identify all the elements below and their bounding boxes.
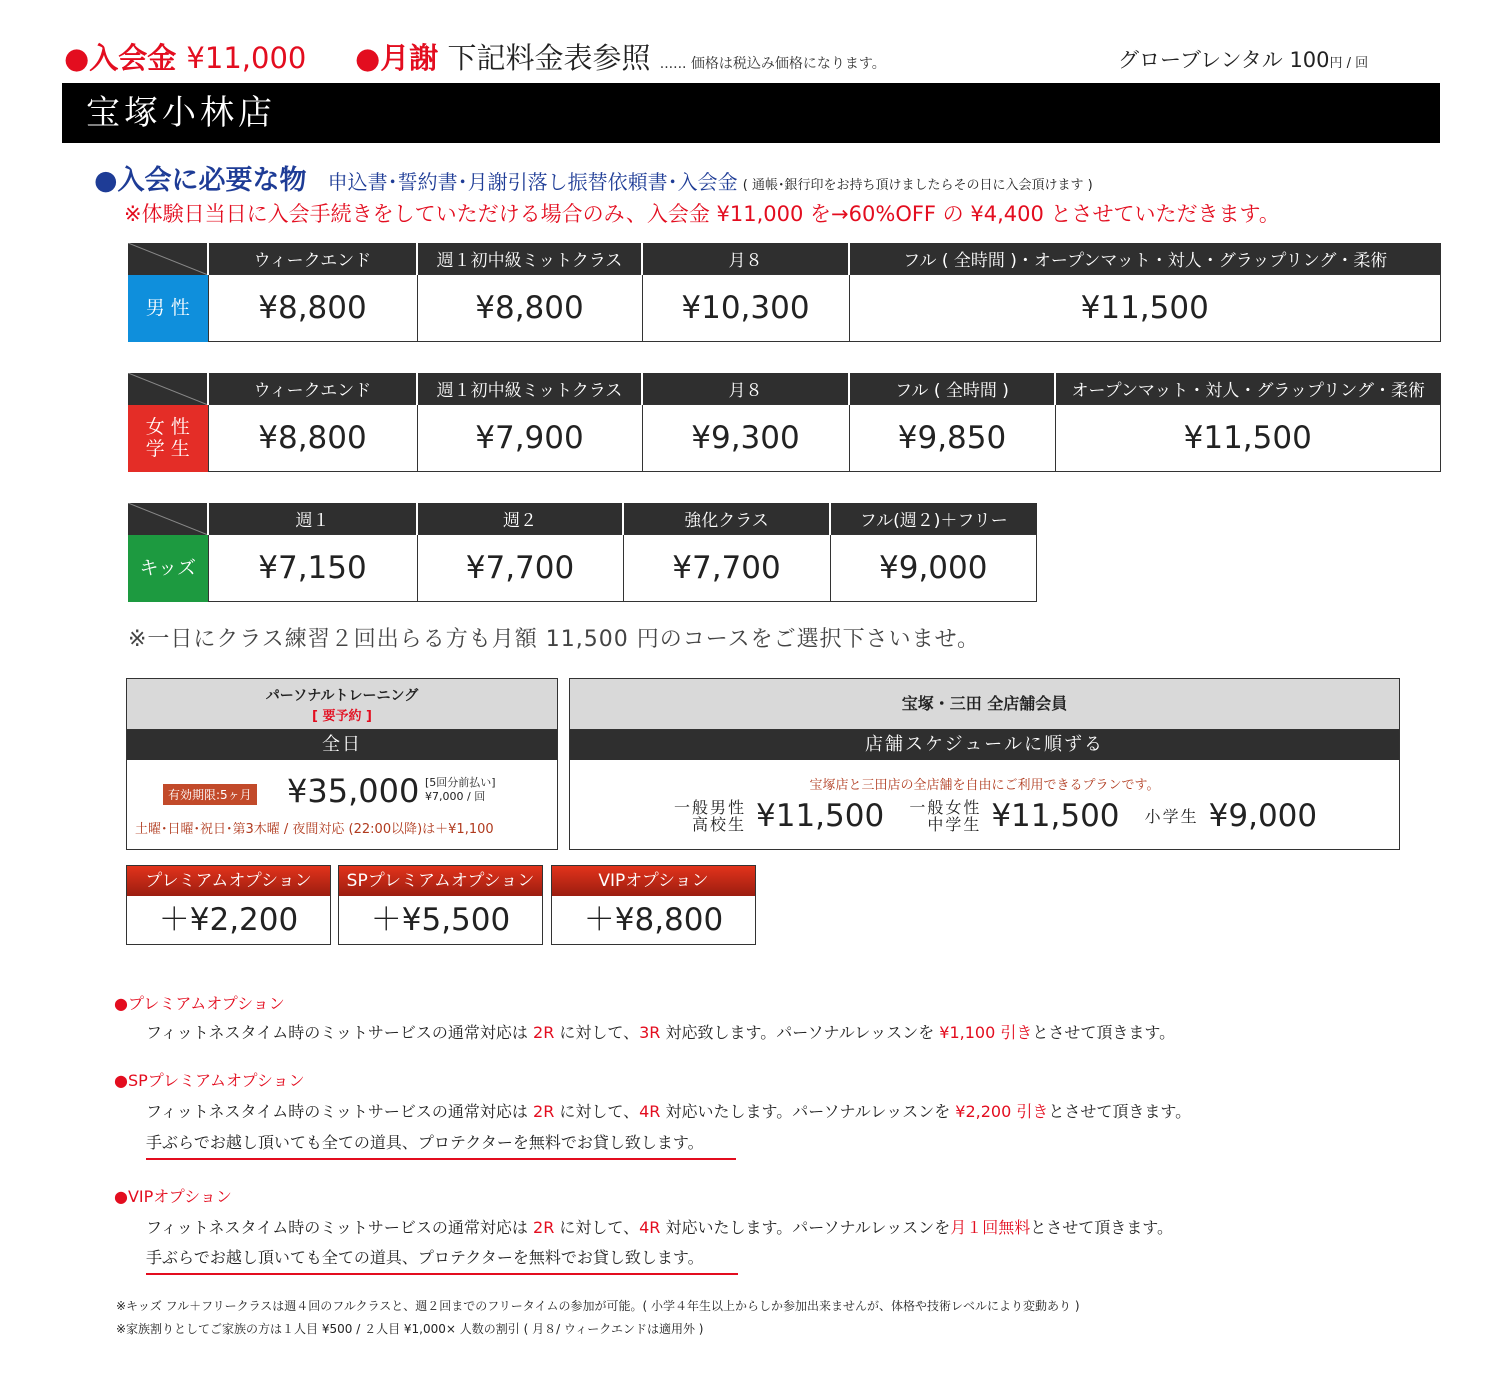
category-female-student [128, 405, 208, 472]
class-elementary: 小学生 [1144, 806, 1199, 826]
option-vip-name: VIPオプション [552, 866, 755, 896]
store-name-bar: 宝塚小林店 [62, 83, 1440, 143]
requirements-note: ( 通帳･銀行印をお持ち頂けましたらその日に入会頂けます ) [742, 178, 1093, 193]
kids-price-3: ¥9,000 [830, 535, 1037, 602]
price-general-male: ¥11,500 [756, 798, 885, 834]
per-session-price: ¥7,000 / 回 [425, 790, 486, 803]
female-header-4: オープンマット・対人・グラップリング・柔術 [1055, 373, 1441, 405]
sp-premium-detail-text: フィットネスタイム時のミットサービスの通常対応は 2R に対して、4R 対応いたします。パーソナルレッスンを ¥2,200 引きとさせて頂きます。 [146, 1102, 1192, 1121]
footnote-family: ※家族割りとしてご家族の方は１人目 ¥500 / ２人目 ¥1,000× 人数の割引 ( 月８/ ウィークエンドは適用外 ) [116, 1322, 704, 1336]
female-price-2: ¥9,300 [642, 405, 849, 472]
monthly-fee-note: ...... 価格は税込み価格になります。 [659, 56, 886, 72]
male-price-3: ¥11,500 [849, 275, 1441, 342]
option-sp-premium-price: ＋¥5,500 [370, 902, 511, 938]
personal-training-header [127, 679, 557, 730]
footnote-kids: ※キッズ フル＋フリークラスは週４回のフルクラスと、週２回までのフリータイムの参加が可能。( 小学４年生以上からしか参加出来ませんが、体格や技術レベルにより変動あり ) [116, 1299, 1080, 1313]
personal-training-body [127, 760, 557, 850]
category-kids: キッズ [128, 535, 208, 602]
all-store-schedule: 店舗スケジュールに順ずる [570, 730, 1399, 760]
male-price-table [128, 243, 1441, 342]
option-sp-premium [338, 865, 543, 945]
kids-price-0: ¥7,150 [208, 535, 417, 602]
personal-training-reserve: [ 要予約 ] [312, 709, 372, 724]
validity-badge: 有効期限:5ヶ月 [163, 784, 257, 805]
price-elementary: ¥9,000 [1208, 798, 1318, 834]
premium-detail-title: ●プレミアムオプション [114, 994, 285, 1013]
sp-premium-free-gear-note: 手ぶらでお越し頂いても全ての道具、プロテクターを無料でお貸し致します。 [146, 1130, 736, 1160]
male-header-0: ウィークエンド [208, 243, 417, 275]
vip-detail-title: ●VIPオプション [114, 1187, 232, 1206]
kids-price-table [128, 503, 1037, 602]
male-price-2: ¥10,300 [642, 275, 849, 342]
class-general-male: 一般男性 高校生 [674, 798, 747, 834]
kids-header-1: 週２ [417, 503, 623, 535]
table-corner [128, 503, 208, 535]
option-vip [551, 865, 756, 945]
all-store-description: 宝塚店と三田店の全店舗を自由にご利用できるプランです。 [809, 778, 1160, 793]
price-general-female: ¥11,500 [991, 798, 1120, 834]
entry-fee [64, 36, 306, 77]
female-price-0: ¥8,800 [208, 405, 417, 472]
option-vip-price: ＋¥8,800 [583, 902, 724, 938]
table-corner [128, 243, 208, 275]
vip-free-gear-note: 手ぶらでお越し頂いても全ての道具、プロテクターを無料でお貸し致します。 [146, 1245, 738, 1275]
category-male: 男 性 [128, 275, 208, 342]
male-price-0: ¥8,800 [208, 275, 417, 342]
option-premium-name: プレミアムオプション [127, 866, 330, 896]
option-sp-premium-name: SPプレミアムオプション [339, 866, 542, 896]
requirements-label: ●入会に必要な物 [94, 165, 307, 196]
vip-detail-text: フィットネスタイム時のミットサービスの通常対応は 2R に対して、4R 対応いたします。パーソナルレッスンを月１回無料とさせて頂きます。 [146, 1218, 1173, 1237]
requirements [94, 158, 1093, 197]
male-price-1: ¥8,800 [417, 275, 642, 342]
all-store-body [570, 760, 1399, 850]
personal-training-schedule: 全日 [127, 730, 557, 760]
female-header-3: フル ( 全時間 ) [849, 373, 1055, 405]
option-premium [126, 865, 331, 945]
entry-fee-amount: ¥11,000 [186, 41, 307, 75]
female-price-1: ¥7,900 [417, 405, 642, 472]
female-price-3: ¥9,850 [849, 405, 1055, 472]
personal-training-price: ¥35,000 [287, 772, 420, 810]
personal-training-sub [425, 776, 496, 804]
table-corner [128, 373, 208, 405]
all-store-prices [674, 798, 1337, 834]
option-premium-price: ＋¥2,200 [158, 902, 299, 938]
all-store-member-box [569, 678, 1400, 850]
kids-header-2: 強化クラス [623, 503, 830, 535]
personal-training-surcharge-note: 土曜･日曜･祝日･第3木曜 / 夜間対応 (22:00以降)は＋¥1,100 [135, 822, 494, 837]
kids-price-2: ¥7,700 [623, 535, 830, 602]
glove-rental [1118, 44, 1368, 74]
monthly-fee-label: ●月謝 [355, 41, 439, 75]
female-header-2: 月８ [642, 373, 849, 405]
female-header-0: ウィークエンド [208, 373, 417, 405]
trial-discount-note: ※体験日当日に入会手続きをしていただける場合のみ、入会金 ¥11,000 を→60%OFF の ¥4,400 とさせていただきます。 [124, 202, 1280, 226]
personal-training-title: パーソナルトレーニング [265, 688, 419, 704]
glove-rental-price: 100 [1289, 48, 1330, 72]
glove-rental-label: グローブレンタル [1118, 48, 1283, 72]
all-store-title: 宝塚・三田 全店舗会員 [570, 679, 1399, 730]
requirements-items: 申込書･誓約書･月謝引落し振替依頼書･入会金 [327, 170, 738, 194]
sp-premium-detail-title: ●SPプレミアムオプション [114, 1071, 305, 1090]
female-header-1: 週１初中級ミットクラス [417, 373, 642, 405]
class-general-female: 一般女性 中学生 [909, 798, 982, 834]
personal-training-box [126, 678, 558, 850]
kids-header-0: 週１ [208, 503, 417, 535]
female-price-table [128, 373, 1441, 472]
female-price-4: ¥11,500 [1055, 405, 1441, 472]
kids-price-1: ¥7,700 [417, 535, 623, 602]
monthly-fee [355, 36, 886, 77]
category-female: 女 性 [145, 416, 190, 438]
male-header-3: フル ( 全時間 )・オープンマット・対人・グラップリング・柔術 [849, 243, 1441, 275]
monthly-fee-text: 下記料金表参照 [447, 41, 651, 75]
glove-rental-unit: 円 / 回 [1329, 56, 1369, 71]
prepay-note: [5回分前払い] [425, 776, 496, 789]
male-header-1: 週１初中級ミットクラス [417, 243, 642, 275]
entry-fee-label: ●入会金 [64, 41, 177, 75]
one-day-two-classes-note: ※一日にクラス練習２回出らる方も月額 11,500 円のコースをご選択下さいませ。 [128, 627, 980, 652]
premium-detail-text: フィットネスタイム時のミットサービスの通常対応は 2R に対して、3R 対応致します。パーソナルレッスンを ¥1,100 引きとさせて頂きます。 [146, 1023, 1176, 1042]
male-header-2: 月８ [642, 243, 849, 275]
kids-header-3: フル(週２)＋フリー [830, 503, 1037, 535]
category-student: 学 生 [145, 438, 190, 460]
